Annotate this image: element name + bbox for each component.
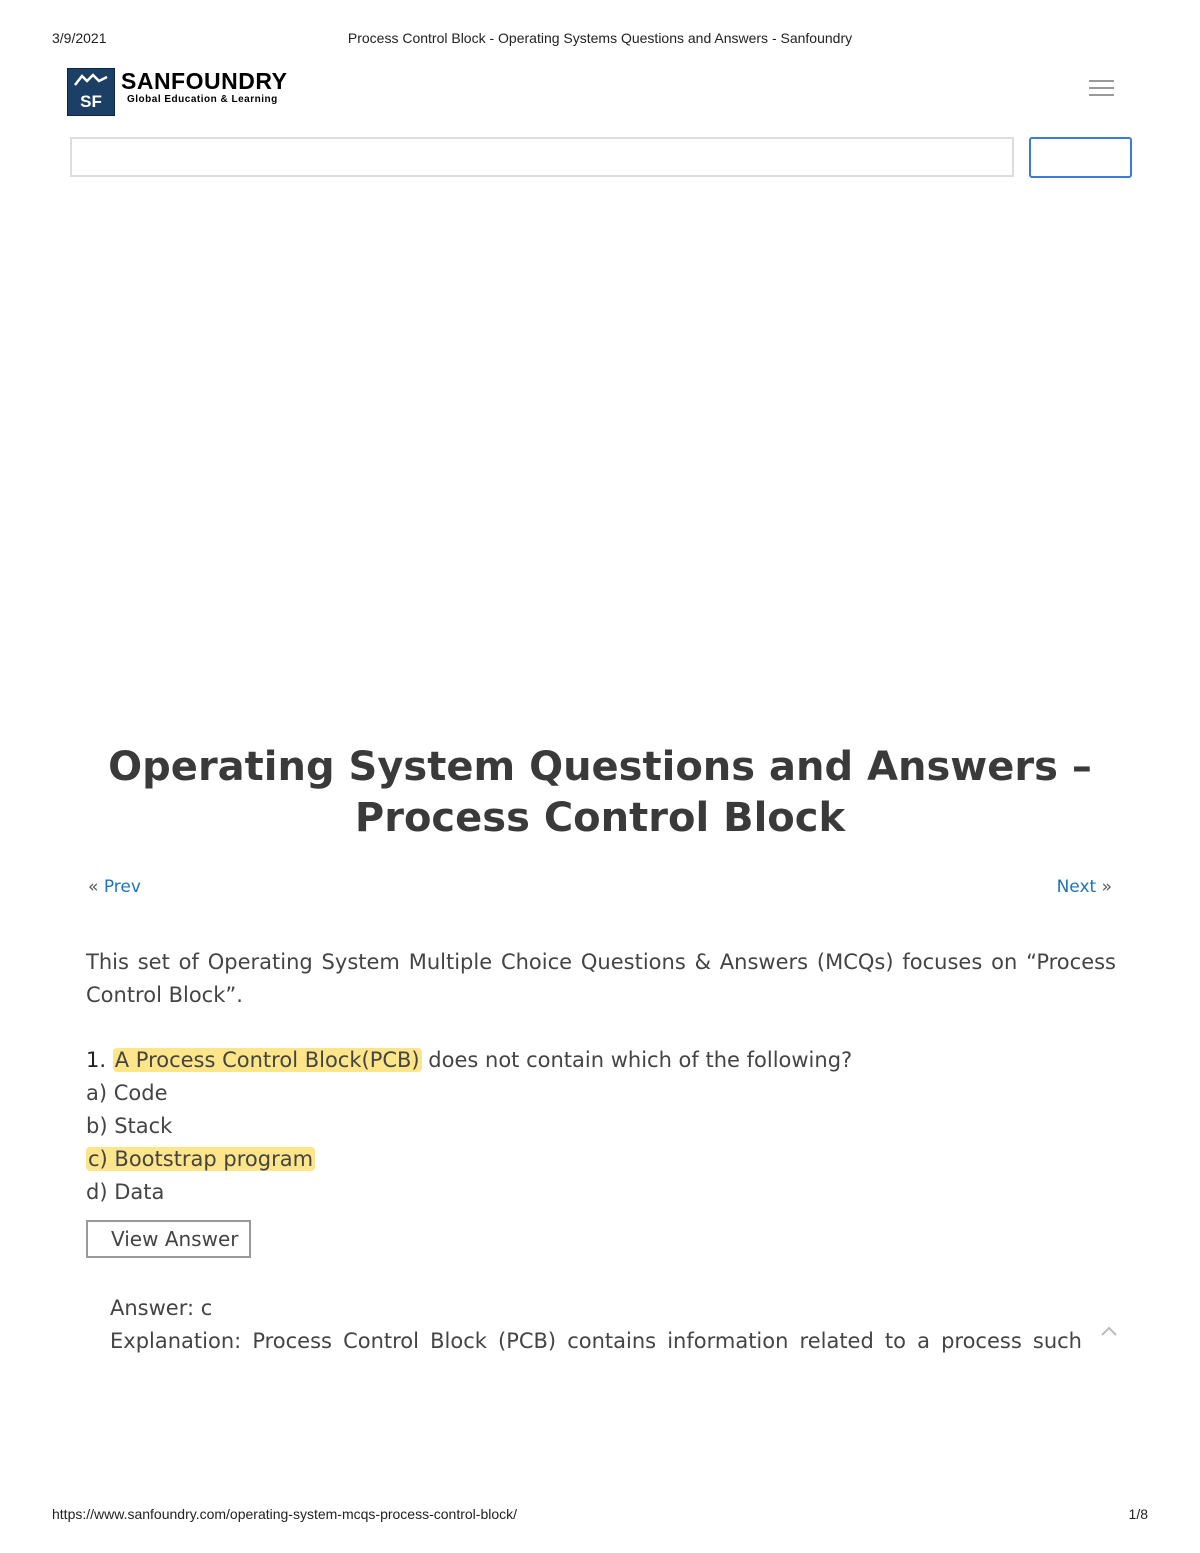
option-d: d) Data xyxy=(86,1180,165,1204)
next-link[interactable] xyxy=(1057,877,1112,897)
answer-text: Answer: c xyxy=(110,1296,213,1320)
site-name: SANFOUNDRY xyxy=(121,68,288,94)
site-tagline: Global Education & Learning xyxy=(127,94,278,105)
prev-link[interactable] xyxy=(88,877,141,897)
next-arrow-icon: » xyxy=(1101,877,1112,897)
answer-block xyxy=(110,1292,1082,1358)
print-page-number: 1/8 xyxy=(1128,1506,1148,1522)
prev-link-label: Prev xyxy=(103,877,141,897)
option-a: a) Code xyxy=(86,1081,168,1105)
scroll-to-top-icon[interactable] xyxy=(1099,1324,1119,1338)
page-title: Operating System Questions and Answers – Process Control Block xyxy=(108,744,1092,841)
site-logo[interactable] xyxy=(67,68,287,116)
next-link-label: Next xyxy=(1056,877,1097,897)
question-text xyxy=(86,1044,1116,1077)
logo-wave-icon xyxy=(74,73,108,87)
view-answer-button[interactable]: View Answer xyxy=(86,1220,251,1258)
option-b: b) Stack xyxy=(86,1114,173,1138)
logo-mark-icon xyxy=(67,68,115,116)
question-number: 1. xyxy=(86,1048,107,1072)
print-page-title: Process Control Block - Operating Systems Questions and Answers - Sanfoundry xyxy=(347,30,853,46)
print-url: https://www.sanfoundry.com/operating-system-mcqs-process-control-block/ xyxy=(52,1506,518,1522)
explanation-text: Explanation: Process Control Block (PCB) contains information related to a process such xyxy=(110,1329,1082,1353)
option-c xyxy=(86,1143,1116,1176)
logo-mark-text: SF xyxy=(80,92,102,111)
intro-paragraph: This set of Operating System Multiple Choice Questions & Answers (MCQs) focuses on “Process Control Block”. xyxy=(86,950,1116,1007)
print-header xyxy=(0,30,1200,50)
search-button[interactable] xyxy=(1029,137,1132,178)
option-c-highlight: c) Bootstrap program xyxy=(88,1147,314,1171)
print-date: 3/9/2021 xyxy=(52,30,107,46)
question-rest: does not contain which of the following? xyxy=(421,1048,853,1072)
search-input[interactable] xyxy=(70,137,1014,177)
question-highlight: A Process Control Block(PCB) xyxy=(114,1048,420,1072)
prev-arrow-icon: « xyxy=(88,877,99,897)
question-block xyxy=(86,1044,1116,1209)
menu-icon[interactable] xyxy=(1089,80,1114,98)
